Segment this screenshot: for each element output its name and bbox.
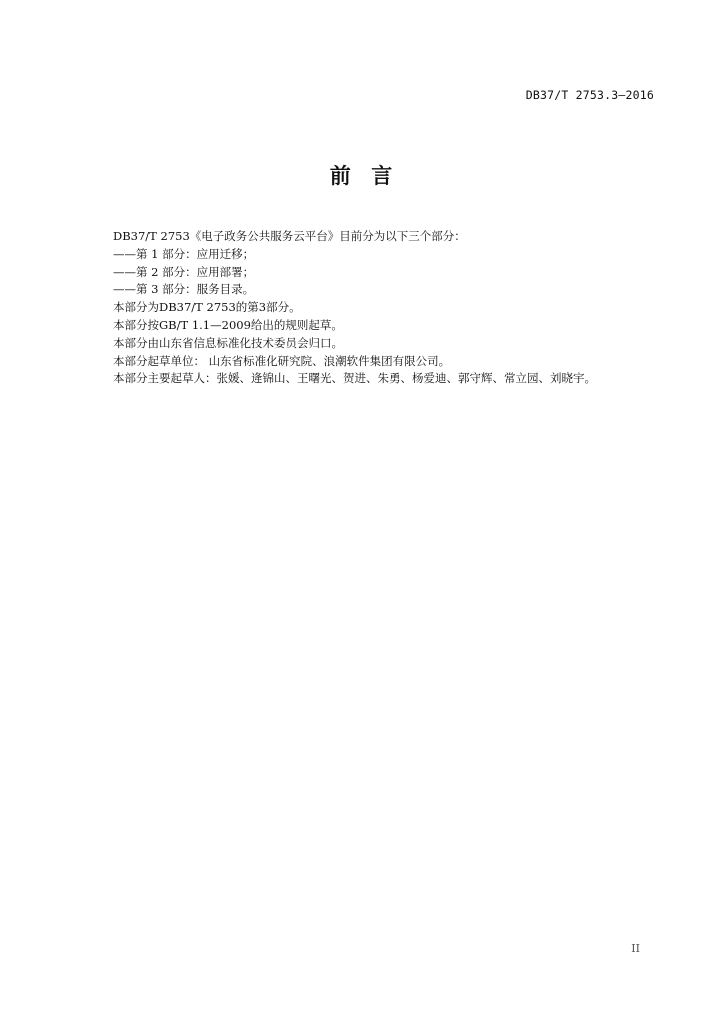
foreword-body	[113, 228, 673, 388]
body-line-part-1: ——第 1 部分：应用迁移；	[113, 246, 255, 261]
body-line-part-3: ——第 3 部分：服务目录。	[113, 282, 255, 297]
document-code: DB37/T 2753.3—2016	[525, 88, 654, 102]
body-line-drafters: 本部分主要起草人：张媛、逄锦山、王曙光、贺进、朱勇、杨爱迪、郭守辉、常立园、刘晓宇。	[113, 371, 596, 386]
body-line-drafting-units: 本部分起草单位： 山东省标准化研究院、浪潮软件集团有限公司。	[113, 353, 451, 368]
body-line-drafting-rules: 本部分按GB/T 1.1—2009给出的规则起草。	[113, 317, 343, 332]
page-number: II	[631, 942, 640, 955]
body-line-part-statement: 本部分为DB37/T 2753的第3部分。	[113, 300, 301, 315]
body-line-part-2: ——第 2 部分：应用部署；	[113, 264, 255, 279]
body-line-responsible-committee: 本部分由山东省信息标准化技术委员会归口。	[113, 335, 343, 350]
page-title: 前 言	[329, 164, 395, 188]
body-line-series-intro: DB37/T 2753《电子政务公共服务云平台》目前分为以下三个部分：	[113, 229, 466, 243]
